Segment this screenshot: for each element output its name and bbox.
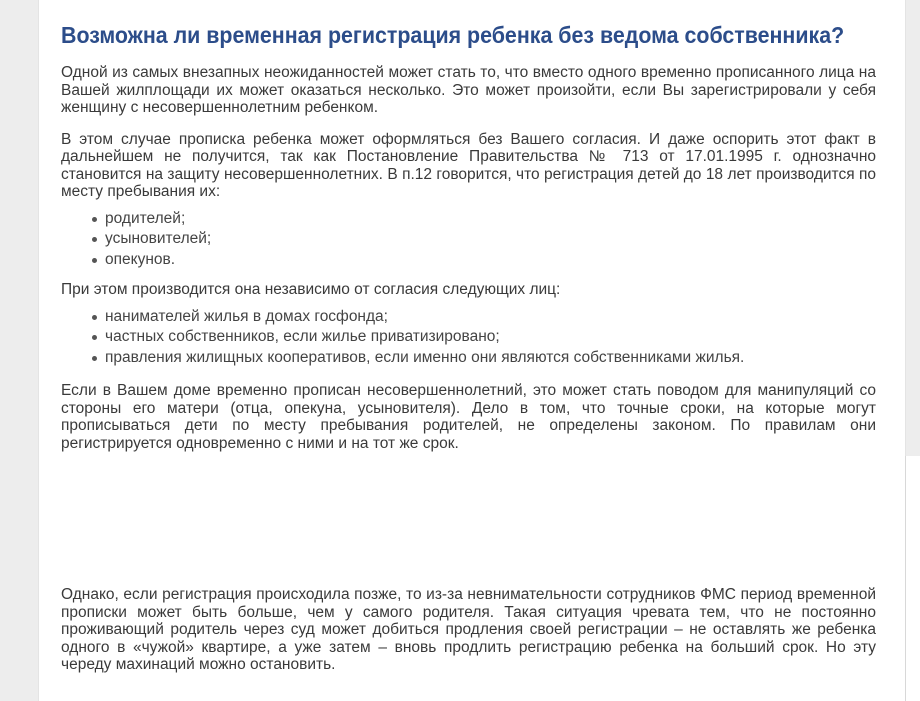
list-item-text: опекунов. [105, 250, 176, 268]
list-item [105, 327, 876, 348]
list-item [105, 229, 876, 250]
paragraph-1: Одной из самых внезапных неожиданностей может стать то, что вместо одного временно прописанного лица на Вашей жилплощади их может оказаться несколько. Это может произойти, если Вы зарегистрировали у себя женщину с несовершеннолетним ребенком. [61, 64, 876, 116]
list-item-text: частных собственников, если жилье приватизировано; [105, 328, 500, 345]
list-item-text: правления жилищных кооперативов, если именно они являются собственниками жилья. [105, 348, 745, 366]
bullet-icon [92, 315, 97, 320]
paragraph-3: При этом производится она независимо от согласия следующих лиц: [61, 281, 561, 298]
list-item-text: нанимателей жилья в домах госфонда; [105, 307, 388, 325]
list-item [105, 250, 876, 271]
paragraph-5: Однако, если регистрация происходила позже, то из-за невнимательности сотрудников ФМС период временной прописки может быть больше, чем у самого родителя. Такая ситуация чревата тем, что не постоянно проживающий родитель через суд может добиться продления своей регистрации – не оставлять же ребенка одного в «чужой» квартире, а уже затем – вновь продлить регистрацию ребенка на больший срок. Но эту череду махинаций можно остановить. [61, 586, 876, 673]
article-title: Возможна ли временная регистрация ребенка без ведома собственника? [61, 22, 845, 48]
article-content [61, 0, 876, 674]
list-item [105, 209, 876, 230]
bullet-icon [92, 258, 97, 263]
bullet-icon [92, 335, 97, 340]
paragraph-4: Если в Вашем доме временно прописан несовершеннолетний, это может стать поводом для манипуляций со стороны его матери (отца, опекуна, усыновителя). Дело в том, что точные сроки, на которые могут прописываться дети по месту пребывания родителей, не определены законом. По правилам они регистрируется одновременно с ними и на тот же срок. [61, 382, 876, 452]
article-page [38, 0, 906, 701]
list-item-text: родителей; [105, 209, 186, 227]
scroll-edge [905, 456, 920, 701]
bullet-icon [92, 237, 97, 242]
list-no-consent-parties [61, 307, 876, 369]
bullet-icon [92, 356, 97, 361]
list-registration-basis [61, 209, 876, 271]
list-item-text: усыновителей; [105, 230, 212, 247]
list-item [105, 307, 876, 328]
paragraph-2: В этом случае прописка ребенка может оформляться без Вашего согласия. И даже оспорить этот факт в дальнейшем не получится, так как Постановление Правительства № 713 от 17.01.1995 г. однозначно становится на защиту несовершеннолетних. В п.12 говорится, что регистрация детей до 18 лет производится по месту пребывания их: [61, 130, 876, 200]
list-item [105, 348, 876, 369]
bullet-icon [92, 217, 97, 222]
